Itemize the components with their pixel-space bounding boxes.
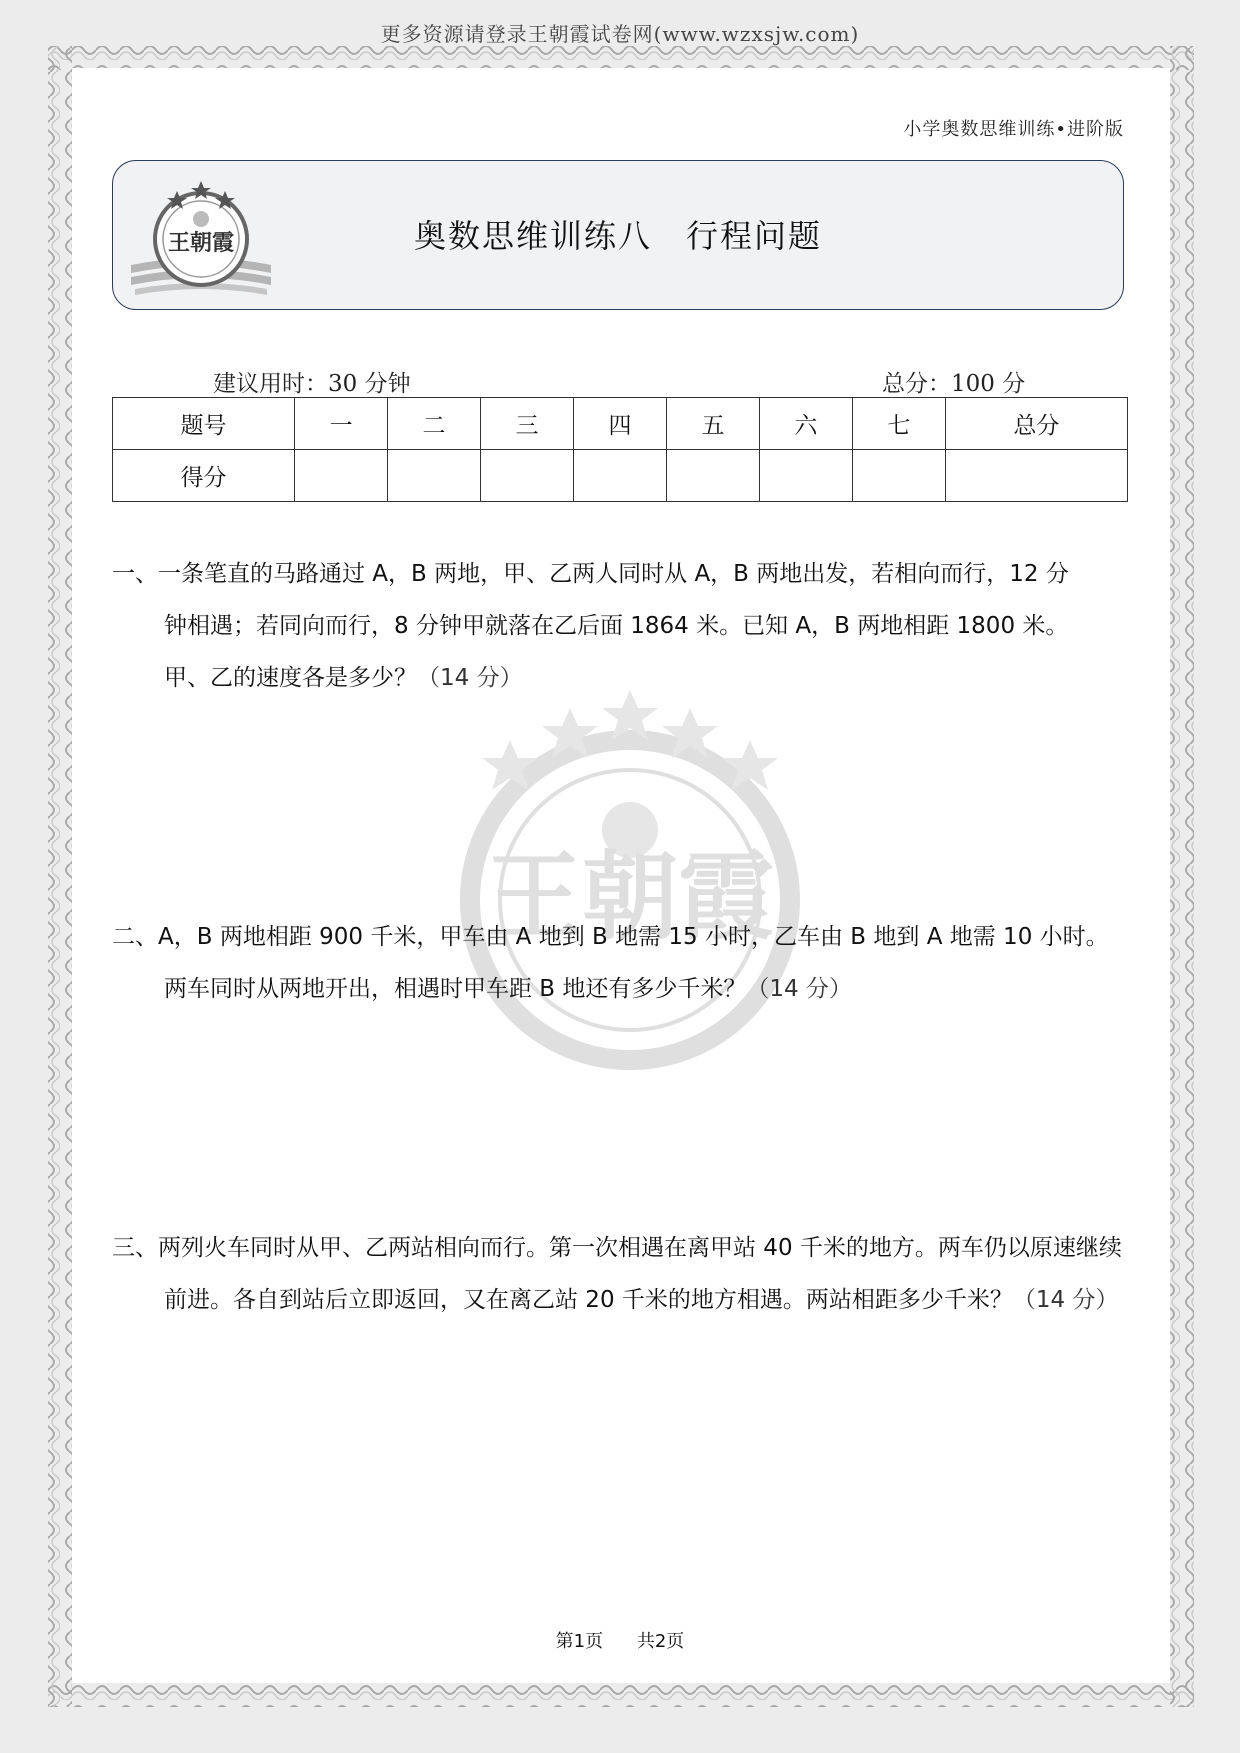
top-banner: 更多资源请登录王朝霞试卷网(www.wzxsjw.com) — [380, 22, 860, 46]
page-total: 共2页 — [636, 1631, 685, 1652]
question-text: 前进。各自到站后立即返回，又在离乙站 20 千米的地方相遇。两站相距多少千米？ — [164, 1287, 1013, 1313]
score-header-cell: 四 — [573, 398, 666, 450]
page-footer — [0, 1627, 1240, 1653]
question-text: 两车同时从两地开出，相遇时甲车距 B 地还有多少千米？ — [164, 976, 747, 1002]
question-points: （14 分） — [1012, 1287, 1119, 1313]
question-2 — [112, 911, 1132, 1015]
question-points: （14 分） — [746, 976, 852, 1002]
question-line — [112, 652, 1132, 704]
question-text: 甲、乙的速度各是多少？ — [164, 665, 417, 691]
question-points: （14 分） — [417, 665, 523, 691]
total-score: 总分：100 分 — [882, 371, 1026, 397]
title-box — [112, 160, 1124, 310]
question-line: 三、两列火车同时从甲、乙两站相向而行。第一次相遇在离甲站 40 千米的地方。两车仍以原速继续 — [112, 1235, 1122, 1261]
score-header-cell: 题号 — [113, 398, 295, 450]
logo-text: 王朝霞 — [167, 230, 235, 256]
score-table-score-row — [113, 450, 1128, 502]
watermark-text: 王朝霞 — [486, 840, 774, 953]
page-title: 奥数思维训练八 行程问题 — [413, 217, 822, 255]
series-label: 小学奥数思维训练•进阶版 — [903, 119, 1124, 140]
score-header-cell: 一 — [295, 398, 388, 450]
question-1 — [112, 548, 1132, 704]
score-table — [112, 397, 1128, 502]
score-input-cell[interactable] — [945, 450, 1127, 502]
question-3 — [112, 1222, 1132, 1326]
score-input-cell[interactable] — [666, 450, 759, 502]
score-input-cell[interactable] — [481, 450, 574, 502]
score-input-cell[interactable] — [759, 450, 852, 502]
question-line: 钟相遇；若同向而行，8 分钟甲就落在乙后面 1864 米。已知 A，B 两地相距 1800 米。 — [164, 613, 1069, 639]
question-line: 一、一条笔直的马路通过 A，B 两地，甲、乙两人同时从 A，B 两地出发，若相向而行，12 分 — [112, 561, 1069, 587]
score-header-cell: 二 — [388, 398, 481, 450]
score-row-label: 得分 — [113, 450, 295, 502]
score-header-cell: 总分 — [945, 398, 1127, 450]
score-header-cell: 六 — [759, 398, 852, 450]
score-input-cell[interactable] — [295, 450, 388, 502]
score-input-cell[interactable] — [573, 450, 666, 502]
score-header-cell: 三 — [481, 398, 574, 450]
question-line — [112, 963, 1132, 1015]
score-header-cell: 五 — [666, 398, 759, 450]
page-number: 第1页 — [555, 1631, 604, 1652]
score-input-cell[interactable] — [852, 450, 945, 502]
suggested-time: 建议用时：30 分钟 — [213, 371, 411, 397]
score-header-cell: 七 — [852, 398, 945, 450]
question-line — [112, 1274, 1132, 1326]
score-input-cell[interactable] — [388, 450, 481, 502]
question-line: 二、A，B 两地相距 900 千米，甲车由 A 地到 B 地需 15 小时，乙车由 B 地到 A 地需 10 小时。 — [112, 924, 1109, 950]
score-table-header-row — [113, 398, 1128, 450]
